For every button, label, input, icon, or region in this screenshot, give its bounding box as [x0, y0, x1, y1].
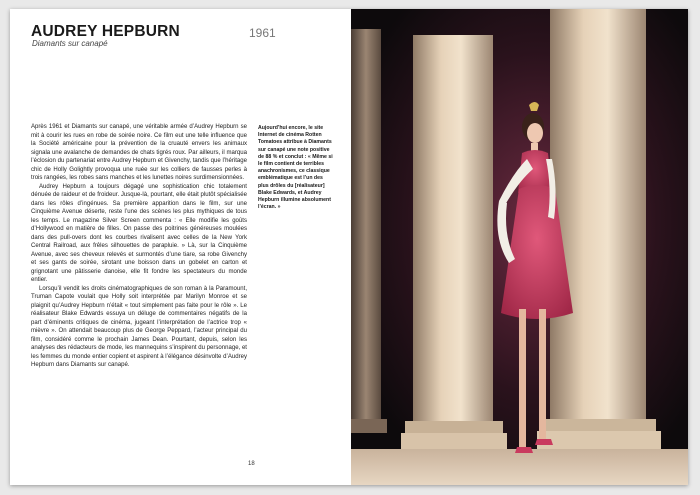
left-page [10, 9, 351, 485]
film-still-photo [351, 9, 688, 485]
column-left [401, 35, 507, 449]
photo-page [351, 9, 688, 485]
page-number: 18 [248, 461, 255, 467]
film-subtitle: Diamants sur canapé [32, 39, 108, 48]
book-spread [10, 9, 688, 485]
article-body [31, 123, 247, 370]
paragraph-2: Audrey Hepburn a toujours dégagé une sophistication chic totalement dénuée de raideur et de froideur. Jusque-là, pourtant, elle était plutôt spécialisée dans les rôles d’ingénues. Sa première apparition dans le film, sur une Cinquième Avenue déserte, reste l’une des scènes les plus mythiques de tous les temps. Le magazine Silver Screen commenta : « Elle modifie les goûts d’Hollywood en matière de filles. On passe des poitrines généreuses moulées dans des pull-overs dont les courbes rivalisent avec celles de la New York Central Railroad, aux frêles silhouettes de parapluie. » Là, sur la Cinquième Avenue, avec ses cheveux relevés et surmontés d’une tiare, sa robe Givenchy et ses gants de soirée, sirotant une boisson dans un gobelet en carton et grignotant une pâtisserie danoise, elle fit fondre les spectateurs du monde entier. [31, 183, 247, 283]
paragraph-1: Après 1961 et Diamants sur canapé, une véritable armée d’Audrey Hepburn se mit à courir les rues en robe de soirée noire. Ce film eut une telle influence que la Société américaine pour la prévention de la cruauté envers les animaux signala une avalanche de demandes de chats tigrés roux. Par ailleurs, il marqua l’éclosion du partenariat entre Audrey Hepburn et Givenchy, tandis que l’héritage chic de Holly Golightly provoqua une ruée sur les colliers de fausses perles à trois rangées, les robes sans manches et les lunettes noires surdimensionnées. [31, 124, 247, 181]
page-title: AUDREY HEPBURN [31, 23, 180, 40]
paragraph-3: Lorsqu’il vendit les droits cinématographiques de son roman à la Paramount, Truman Capote voulait que Holly soit interprétée par Marilyn Monroe et se plaignit qu’Audrey Hepburn n’était « tout simplement pas faite pour le rôle ». Le réalisateur Blake Edwards essuya un déluge de commentaires négatifs de la part d’éminents critiques de cinéma, jugeant l’interprétation de l’actrice trop « mièvre ». On attendait beaucoup plus de George Peppard, l’acteur principal du film, considéré comme le prochain James Dean. Pourtant, depuis, selon les analyses des rédacteurs de mode, les mannequins s’inspirent du personnage, et les femmes du monde entier copient et aspirent à l’élégance désinvolte d’Audrey Hepburn dans Diamants sur canapé. [31, 285, 247, 368]
year-label: 1961 [249, 26, 276, 40]
floor [351, 449, 688, 485]
pull-quote: Aujourd’hui encore, le site Internet de cinéma Rotten Tomatoes attribue à Diamants sur canapé une note positive de 88 % et conclut : « Même si le film contient de terribles anachronismes, ce classique emblématique est l’un des plus drôles du [réalisateur] Blake Edwards, et Audrey Hepburn illumine absolument l’écran. » [258, 125, 333, 211]
